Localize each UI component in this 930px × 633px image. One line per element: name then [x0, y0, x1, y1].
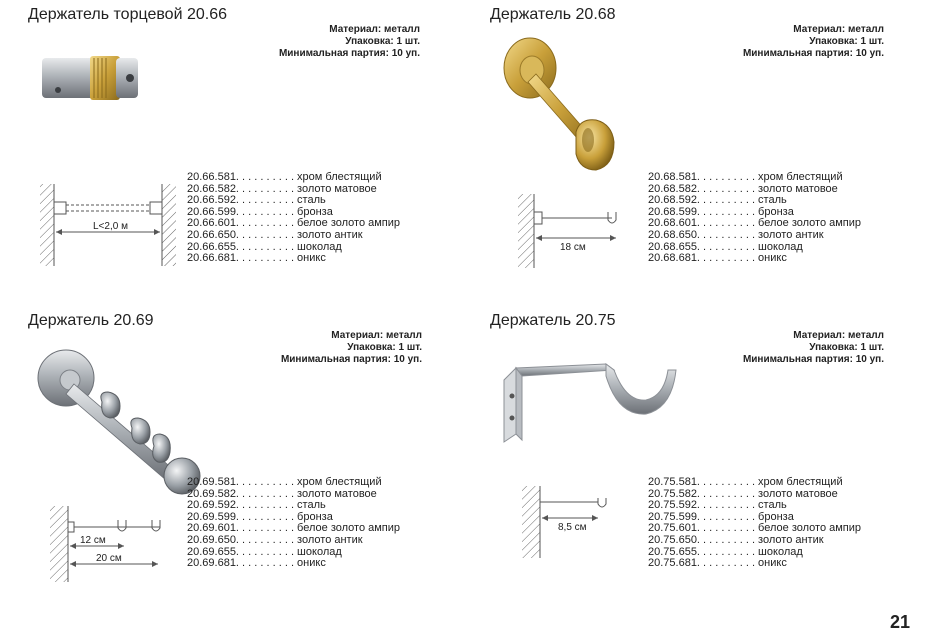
product-meta — [743, 330, 884, 366]
color-code-list — [187, 477, 400, 570]
dimension-diagram — [38, 180, 178, 270]
list-item: 20.75.592. . . . . . . . . . сталь — [648, 499, 787, 512]
list-item: 20.75.582. . . . . . . . . . золото матовое — [648, 487, 838, 500]
min-order-text: Минимальная партия: 10 уп. — [280, 354, 422, 365]
list-item: 20.66.601. . . . . . . . . . белое золото ампир — [187, 217, 401, 230]
color-code-list — [648, 477, 861, 570]
list-item: 20.75.655. . . . . . . . . . шоколад — [648, 545, 803, 558]
product-block-20-68 — [490, 6, 930, 306]
list-item: 20.68.582. . . . . . . . . . золото матовое — [648, 182, 838, 195]
list-item: 20.66.581. . . . . . . . . . хром блестящий — [187, 171, 382, 183]
dimension-diagram — [516, 192, 636, 272]
list-item: 20.68.681. . . . . . . . . . оникс — [648, 252, 787, 265]
product-title: Держатель торцевой 20.66 — [28, 6, 227, 23]
product-block-20-75 — [490, 312, 930, 612]
list-item: 20.66.599. . . . . . . . . . бронза — [187, 205, 333, 218]
list-item: 20.66.681. . . . . . . . . . оникс — [187, 252, 326, 265]
material-text: Материал: металл — [793, 24, 884, 35]
dimension-diagram — [48, 504, 178, 584]
packing-text: Упаковка: 1 шт. — [345, 36, 420, 47]
product-title: Держатель 20.69 — [28, 312, 154, 329]
list-item: 20.66.592. . . . . . . . . . сталь — [187, 194, 326, 207]
list-item: 20.75.681. . . . . . . . . . оникс — [648, 557, 787, 570]
dimension-label-outer: 20 см — [96, 553, 122, 564]
list-item: 20.69.650. . . . . . . . . . золото антик — [187, 533, 363, 546]
list-item: 20.68.601. . . . . . . . . . белое золото ампир — [648, 217, 862, 230]
product-photo — [496, 30, 636, 180]
packing-text: Упаковка: 1 шт. — [347, 342, 422, 353]
dimension-diagram — [520, 484, 630, 564]
product-photo — [496, 356, 696, 446]
list-item: 20.69.582. . . . . . . . . . золото матовое — [187, 487, 377, 500]
packing-text: Упаковка: 1 шт. — [809, 342, 884, 353]
product-photo — [38, 48, 148, 118]
dimension-label: L<2,0 м — [93, 221, 128, 232]
list-item: 20.68.581. . . . . . . . . . хром блестящий — [648, 171, 843, 183]
list-item: 20.68.650. . . . . . . . . . золото антик — [648, 228, 824, 241]
list-item: 20.75.650. . . . . . . . . . золото антик — [648, 533, 824, 546]
product-block-20-66 — [28, 6, 478, 306]
material-text: Материал: металл — [331, 330, 422, 341]
list-item: 20.68.599. . . . . . . . . . бронза — [648, 205, 794, 218]
list-item: 20.69.592. . . . . . . . . . сталь — [187, 499, 326, 512]
product-title: Держатель 20.68 — [490, 6, 616, 23]
list-item: 20.75.601. . . . . . . . . . белое золото ампир — [648, 522, 862, 535]
list-item: 20.69.581. . . . . . . . . . хром блестящий — [187, 476, 382, 488]
min-order-text: Минимальная партия: 10 уп. — [742, 48, 884, 59]
color-code-list — [187, 172, 400, 265]
list-item: 20.69.599. . . . . . . . . . бронза — [187, 510, 333, 523]
product-title: Держатель 20.75 — [490, 312, 616, 329]
min-order-text: Минимальная партия: 10 уп. — [278, 48, 420, 59]
product-meta — [743, 24, 884, 60]
packing-text: Упаковка: 1 шт. — [809, 36, 884, 47]
list-item: 20.66.650. . . . . . . . . . золото антик — [187, 228, 363, 241]
list-item: 20.68.592. . . . . . . . . . сталь — [648, 194, 787, 207]
material-text: Материал: металл — [329, 24, 420, 35]
product-photo — [36, 346, 206, 496]
page-number: 21 — [889, 612, 910, 632]
list-item: 20.66.655. . . . . . . . . . шоколад — [187, 240, 342, 253]
list-item: 20.75.581. . . . . . . . . . хром блестящий — [648, 476, 843, 488]
dimension-label: 18 см — [560, 242, 586, 253]
dimension-label-inner: 12 см — [80, 535, 106, 546]
list-item: 20.75.599. . . . . . . . . . бронза — [648, 510, 794, 523]
product-meta — [279, 24, 420, 60]
list-item: 20.68.655. . . . . . . . . . шоколад — [648, 240, 803, 253]
color-code-list — [648, 172, 861, 265]
min-order-text: Минимальная партия: 10 уп. — [742, 354, 884, 365]
dimension-label: 8,5 см — [558, 522, 587, 533]
product-block-20-69 — [28, 312, 478, 612]
list-item: 20.69.655. . . . . . . . . . шоколад — [187, 545, 342, 558]
list-item: 20.69.681. . . . . . . . . . оникс — [187, 557, 326, 570]
product-meta — [281, 330, 422, 366]
list-item: 20.66.582. . . . . . . . . . золото матовое — [187, 182, 377, 195]
material-text: Материал: металл — [793, 330, 884, 341]
list-item: 20.69.601. . . . . . . . . . белое золото ампир — [187, 522, 401, 535]
